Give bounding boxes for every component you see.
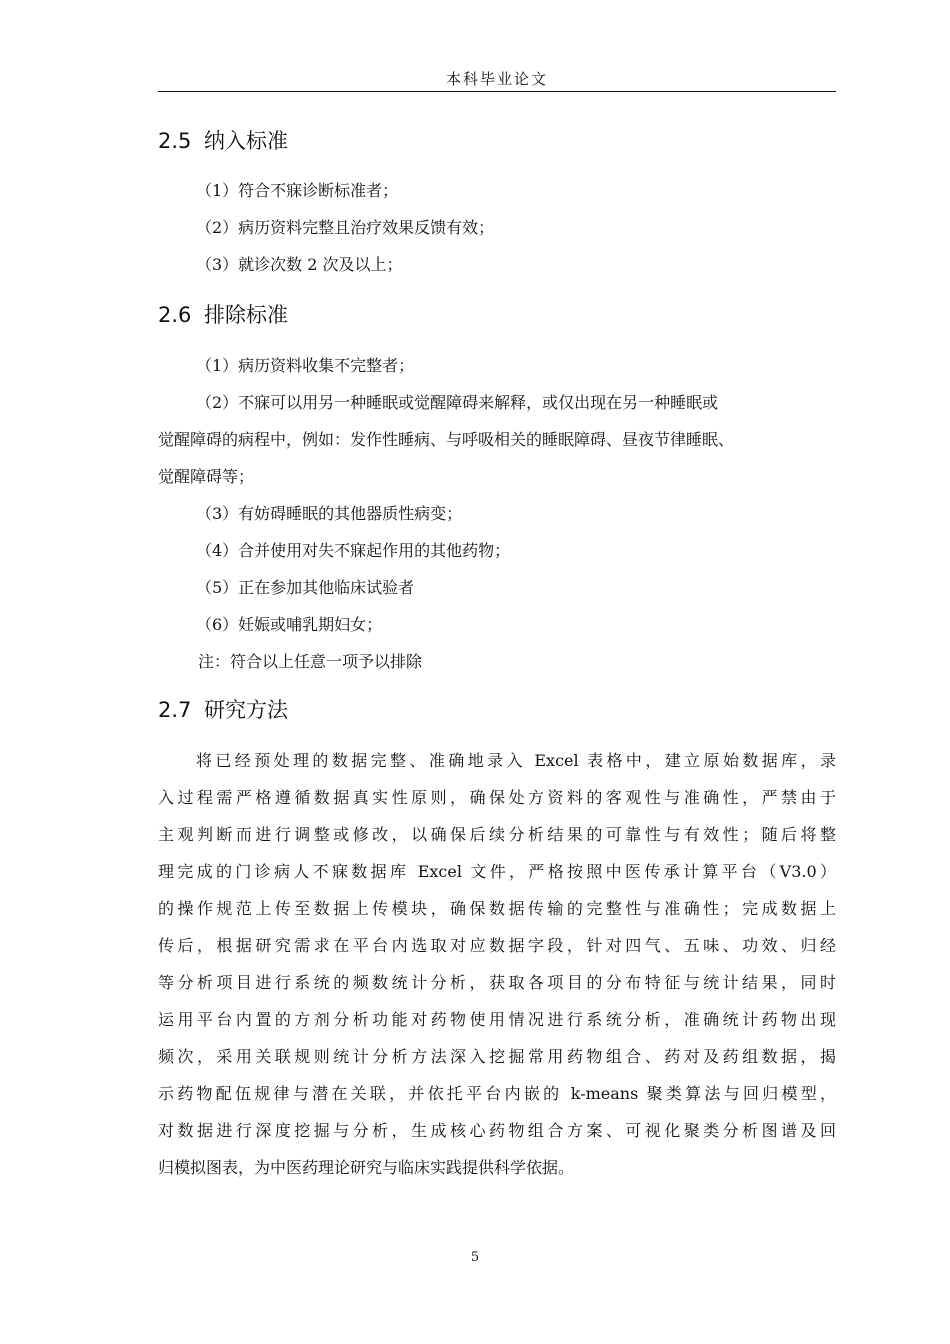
list-item: （3）有妨碍睡眠的其他器质性病变； bbox=[196, 504, 463, 523]
header-divider bbox=[158, 91, 836, 92]
paragraph-line: 运用平台内置的方剂分析功能对药物使用情况进行系统分析，准确统计药物出现 bbox=[158, 1010, 836, 1029]
list-item-continuation: 觉醒障碍等； bbox=[158, 467, 255, 486]
page-header-title: 本科毕业论文 bbox=[445, 70, 548, 88]
paragraph-line: 等分析项目进行系统的频数统计分析，获取各项目的分布特征与统计结果，同时 bbox=[158, 973, 836, 992]
section-heading-2-7 bbox=[158, 697, 288, 723]
list-item: （5）正在参加其他临床试验者 bbox=[196, 578, 415, 597]
paragraph-line: 传后，根据研究需求在平台内选取对应数据字段，针对四气、五味、功效、归经 bbox=[158, 936, 836, 955]
paragraph-line: 频次，采用关联规则统计分析方法深入挖掘常用药物组合、药对及药组数据，揭 bbox=[158, 1047, 836, 1066]
list-item: （2）不寐可以用另一种睡眠或觉醒障碍来解释，或仅出现在另一种睡眠或 bbox=[196, 393, 719, 412]
section-number: 2.6 bbox=[158, 303, 192, 327]
page-number: 5 bbox=[470, 1250, 480, 1265]
list-item: （1）病历资料收集不完整者； bbox=[196, 356, 415, 375]
list-item: （3）就诊次数 2 次及以上； bbox=[196, 255, 403, 274]
paragraph-line: 入过程需严格遵循数据真实性原则，确保处方资料的客观性与准确性，严禁由于 bbox=[158, 788, 836, 807]
paragraph-line: 示药物配伍规律与潜在关联，并依托平台内嵌的 k-means 聚类算法与回归模型， bbox=[158, 1084, 836, 1103]
list-item: （6）妊娠或哺乳期妇女； bbox=[196, 615, 383, 634]
paragraph-line: 归模拟图表，为中医药理论研究与临床实践提供科学依据。 bbox=[158, 1158, 575, 1177]
section-number: 2.5 bbox=[158, 129, 192, 153]
list-item: （1）符合不寐诊断标准者； bbox=[196, 181, 399, 200]
section-title: 研究方法 bbox=[204, 698, 288, 722]
paragraph-line: 主观判断而进行调整或修改，以确保后续分析结果的可靠性与有效性；随后将整 bbox=[158, 825, 836, 844]
list-item-continuation: 觉醒障碍的病程中，例如：发作性睡病、与呼吸相关的睡眠障碍、昼夜节律睡眠、 bbox=[158, 430, 735, 449]
paragraph-line: 将已经预处理的数据完整、准确地录入 Excel 表格中，建立原始数据库，录 bbox=[196, 751, 836, 770]
section-heading-2-6 bbox=[158, 302, 288, 328]
section-number: 2.7 bbox=[158, 698, 192, 722]
exclusion-note: 注：符合以上任意一项予以排除 bbox=[198, 652, 423, 671]
section-title: 排除标准 bbox=[204, 303, 288, 327]
paragraph-line: 对数据进行深度挖掘与分析，生成核心药物组合方案、可视化聚类分析图谱及回 bbox=[158, 1121, 836, 1140]
paragraph-line: 理完成的门诊病人不寐数据库 Excel 文件，严格按照中医传承计算平台（V3.0） bbox=[158, 862, 836, 881]
paragraph-line: 的操作规范上传至数据上传模块，确保数据传输的完整性与准确性；完成数据上 bbox=[158, 899, 836, 918]
section-title: 纳入标准 bbox=[204, 129, 288, 153]
list-item: （4）合并使用对失不寐起作用的其他药物； bbox=[196, 541, 511, 560]
section-heading-2-5 bbox=[158, 128, 288, 154]
list-item: （2）病历资料完整且治疗效果反馈有效； bbox=[196, 218, 495, 237]
